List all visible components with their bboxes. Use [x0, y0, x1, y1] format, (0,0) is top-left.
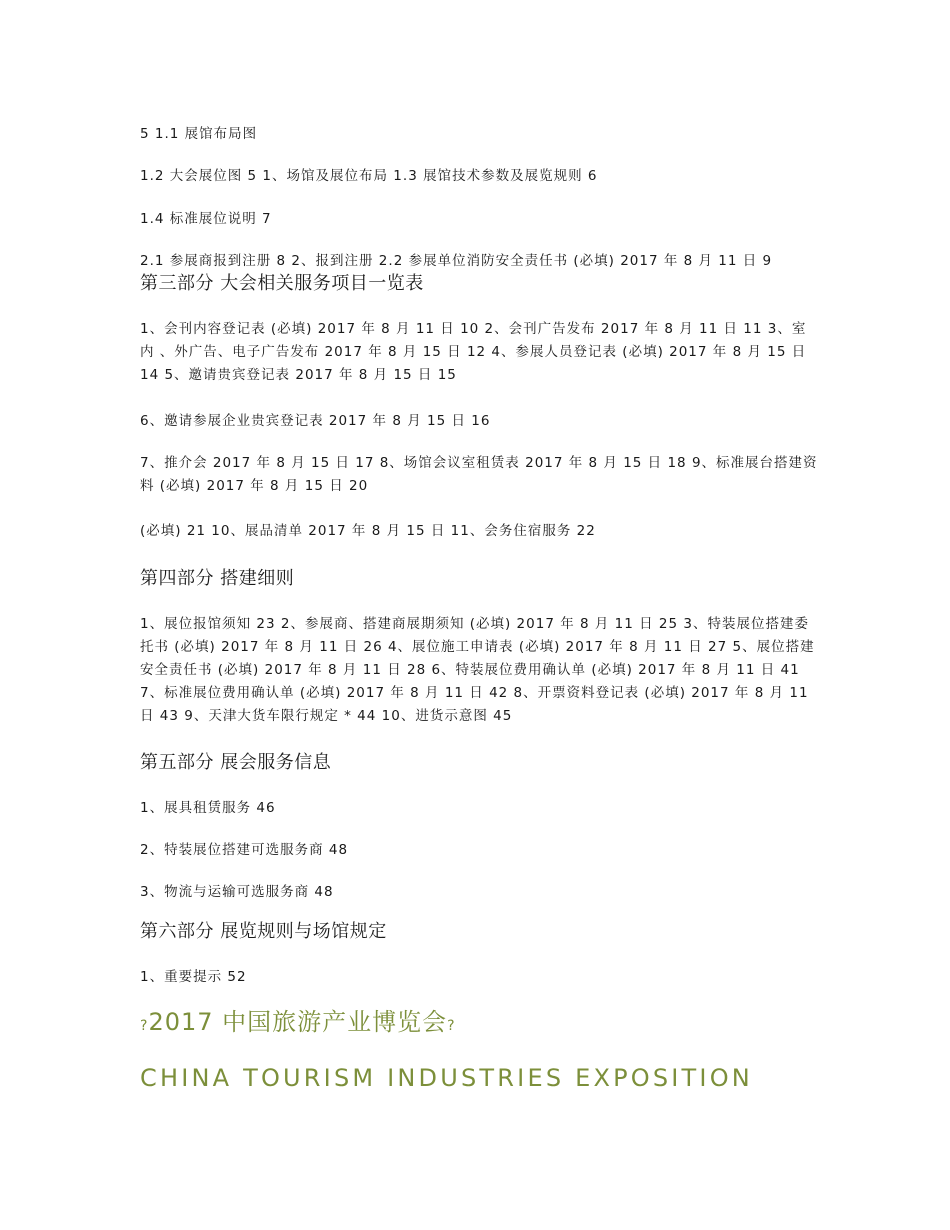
toc-line: 3、物流与运输可选服务商 48	[140, 884, 334, 900]
missing-glyph-mark: ?	[140, 1018, 149, 1034]
toc-line: 1.4 标准展位说明 7	[140, 211, 272, 227]
toc-line: 5 1.1 展馆布局图	[140, 126, 258, 142]
section-heading-part3: 第三部分 大会相关服务项目一览表	[140, 273, 424, 294]
toc-line: 2、特装展位搭建可选服务商 48	[140, 842, 349, 858]
toc-paragraph: 1、会刊内容登记表 (必填) 2017 年 8 月 11 日 10 2、会刊广告发布 2017 年 8 月 11 日 11 3、室内 、外广告、电子广告发布 2017 年 8 月 15 日 12 4、参展人员登记表 (必填) 2017 年 8 月 15 日 14 5、邀请贵宾登记表 2017 年 8 月 15 日 15	[140, 321, 807, 383]
toc-paragraph: 7、推介会 2017 年 8 月 15 日 17 8、场馆会议室租赁表 2017 年 8 月 15 日 18 9、标准展台搭建资料 (必填) 2017 年 8 月 15 日 20	[140, 455, 818, 494]
toc-line: 2.1 参展商报到注册 8 2、报到注册 2.2 参展单位消防安全责任书 (必填) 2017 年 8 月 11 日 9	[140, 253, 773, 269]
toc-line: 1.2 大会展位图 5 1、场馆及展位布局 1.3 展馆技术参数及展览规则 6	[140, 168, 598, 184]
section-heading-part4: 第四部分 搭建细则	[140, 568, 295, 589]
section-heading-part5: 第五部分 展会服务信息	[140, 752, 332, 773]
missing-glyph-mark: ?	[447, 1018, 456, 1034]
toc-paragraph: 1、展位报馆须知 23 2、参展商、搭建商展期须知 (必填) 2017 年 8 月 11 日 25 3、特装展位搭建委托书 (必填) 2017 年 8 月 11 日 26 4、展位施工申请表 (必填) 2017 年 8 月 11 日 27 5、展位搭建安全责任书 (必填) 2017 年 8 月 11 日 28 6、特装展位费用确认单 (必填) 2017 年 8 月 11 日 41 7、标准展位费用确认单 (必填) 2017 年 8 月 11 日 42 8、开票资料登记表 (必填) 2017 年 8 月 11 日 43 9、天津大货车限行规定 * 44 10、进货示意图 45	[140, 616, 815, 724]
toc-line: (必填) 21 10、展品清单 2017 年 8 月 15 日 11、会务住宿服务 22	[140, 523, 596, 539]
toc-line: 1、展具租赁服务 46	[140, 800, 276, 816]
expo-english-title: CHINA TOURISM INDUSTRIES EXPOSITION	[140, 1064, 753, 1092]
expo-chinese-title-text: 2017 中国旅游产业博览会	[148, 1008, 448, 1036]
toc-line: 6、邀请参展企业贵宾登记表 2017 年 8 月 15 日 16	[140, 413, 491, 429]
expo-chinese-title	[140, 1006, 456, 1042]
section-heading-part6: 第六部分 展览规则与场馆规定	[140, 921, 387, 942]
toc-line: 1、重要提示 52	[140, 969, 247, 985]
